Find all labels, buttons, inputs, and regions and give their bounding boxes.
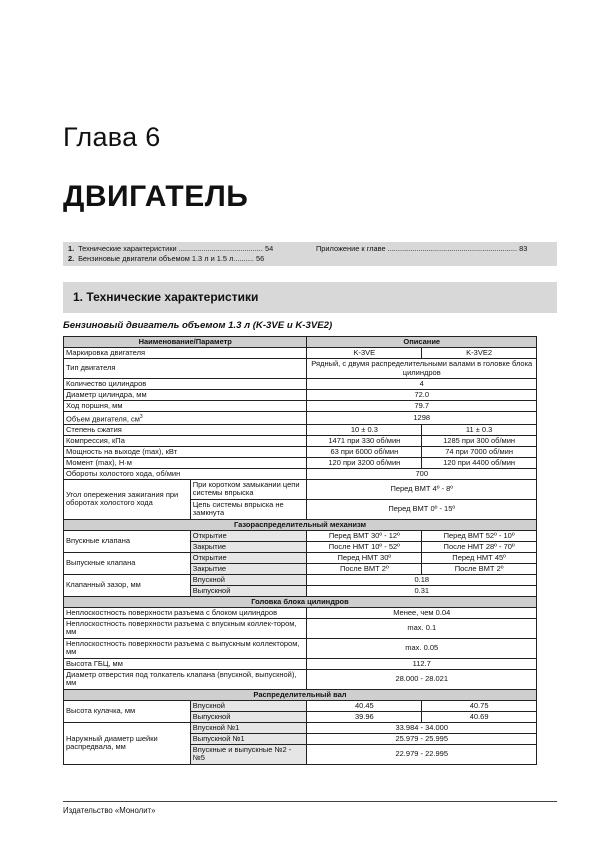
sub-label: При коротком замыкании цепи системы впрыска	[190, 479, 307, 499]
toc-left-column	[68, 244, 273, 263]
row-label: Компрессия, кПа	[64, 435, 307, 446]
subsection-title: Газораспределительный механизм	[64, 519, 537, 530]
cell-value: 0.18	[307, 574, 537, 585]
row-label: Неплоскостность поверхности разъема с выпускным коллектором, мм	[64, 638, 307, 658]
cell-value: 33.984 - 34.000	[307, 722, 537, 733]
table-row	[64, 390, 537, 401]
table-row	[64, 552, 537, 563]
sub-label: Впускной	[190, 700, 307, 711]
cell-value: 40.69	[422, 711, 537, 722]
table-row	[64, 435, 537, 446]
cell-value: После НМТ 10º - 52º	[307, 541, 422, 552]
toc-item[interactable]	[68, 254, 273, 264]
table-row	[64, 607, 537, 618]
toc-item-number: 1.	[68, 244, 75, 253]
cell-value: 39.96	[307, 711, 422, 722]
sub-label: Закрытие	[190, 563, 307, 574]
table-row	[64, 700, 537, 711]
cell-value: 11 ± 0.3	[422, 424, 537, 435]
sub-label: Выпускной №1	[190, 733, 307, 744]
row-label: Наружный диаметр шейки распредвала, мм	[64, 722, 191, 764]
table-row	[64, 638, 537, 658]
sub-label: Закрытие	[190, 541, 307, 552]
table-row	[64, 457, 537, 468]
cell-value: 25.979 - 25.995	[307, 733, 537, 744]
table-row	[64, 379, 537, 390]
table-row	[64, 530, 537, 541]
cell-value: 22.979 - 22.995	[307, 744, 537, 764]
cell-value: max. 0.05	[307, 638, 537, 658]
table-row	[64, 618, 537, 638]
table-row	[64, 359, 537, 379]
sub-label: Открытие	[190, 530, 307, 541]
toc-item[interactable]	[316, 244, 527, 254]
row-label	[64, 412, 307, 425]
row-label: Впускные клапана	[64, 530, 191, 552]
cell-value: 1298	[307, 412, 537, 425]
sub-label: Цепь системы впрыска не замкнута	[190, 499, 307, 519]
cell-value: 63 при 6000 об/мин	[307, 446, 422, 457]
cell-value: 79.7	[307, 401, 537, 412]
toc-item-text: Приложение к главе ...............................................................	[316, 244, 518, 253]
cell-value: K-3VE	[307, 348, 422, 359]
footer-publisher: Издательство «Монолит»	[63, 806, 156, 815]
cell-value: После НМТ 28º - 70º	[422, 541, 537, 552]
cell-value: 700	[307, 468, 537, 479]
cell-value: 40.45	[307, 700, 422, 711]
cell-value: 112.7	[307, 658, 537, 669]
table-row	[64, 424, 537, 435]
section-heading	[63, 282, 557, 313]
cell-value: 1285 при 300 об/мин	[422, 435, 537, 446]
cell-value: После ВМТ 2º	[422, 563, 537, 574]
cell-value: 72.0	[307, 390, 537, 401]
header-desc: Описание	[307, 337, 537, 348]
cell-value: После ВМТ 2º	[307, 563, 422, 574]
table-row	[64, 468, 537, 479]
section-title: 1. Технические характеристики	[73, 290, 259, 304]
cell-value: 120 при 3200 об/мин	[307, 457, 422, 468]
subsection-row	[64, 596, 537, 607]
row-label-text: Объем двигателя, см	[66, 414, 140, 423]
row-label: Обороты холостого хода, об/мин	[64, 468, 307, 479]
cell-value: Перед ВМТ 0º - 15º	[307, 499, 537, 519]
sub-label: Впускной	[190, 574, 307, 585]
toc-item-page: 54	[264, 244, 274, 253]
row-label: Неплоскостность поверхности разъема с блоком цилиндров	[64, 607, 307, 618]
cell-value: Перед ВМТ 4º - 8º	[307, 479, 537, 499]
table-row	[64, 658, 537, 669]
cell-value: Перед ВМТ 52º - 10º	[422, 530, 537, 541]
row-label: Степень сжатия	[64, 424, 307, 435]
sub-label: Открытие	[190, 552, 307, 563]
row-label: Угол опережения зажигания при оборотах холостого хода	[64, 479, 191, 519]
row-label: Количество цилиндров	[64, 379, 307, 390]
row-label: Высота кулачка, мм	[64, 700, 191, 722]
table-row	[64, 479, 537, 499]
cell-value: 40.75	[422, 700, 537, 711]
spec-table	[63, 336, 537, 765]
toc-item-page: 83	[519, 244, 528, 253]
footer-divider	[63, 801, 557, 802]
table-row	[64, 348, 537, 359]
row-label: Диаметр цилиндра, мм	[64, 390, 307, 401]
table-row	[64, 446, 537, 457]
sub-label: Впускные и выпускные №2 - №5	[190, 744, 307, 764]
cell-value: 10 ± 0.3	[307, 424, 422, 435]
toc-item-page: 56	[256, 253, 265, 263]
toc-right-column	[316, 244, 527, 254]
row-label: Ход поршня, мм	[64, 401, 307, 412]
toc-item-text: Бензиновые двигатели объемом 1.3 л и 1.5 л..........	[78, 253, 254, 263]
subsection-title: Распределительный вал	[64, 689, 537, 700]
cell-value: 74 при 7000 об/мин	[422, 446, 537, 457]
sub-label: Выпускной	[190, 711, 307, 722]
cell-value: 120 при 4400 об/мин	[422, 457, 537, 468]
row-label: Выпускные клапана	[64, 552, 191, 574]
row-label: Клапанный зазор, мм	[64, 574, 191, 596]
row-label: Диаметр отверстия под толкатель клапана (впускной, выпускной), мм	[64, 669, 307, 689]
row-label: Высота ГБЦ, мм	[64, 658, 307, 669]
table-row	[64, 669, 537, 689]
toc-item-text: Технические характеристики .........................................	[78, 244, 263, 253]
cell-value: 1471 при 330 об/мин	[307, 435, 422, 446]
table-of-contents	[63, 242, 557, 266]
chapter-title: ДВИГАТЕЛЬ	[63, 180, 249, 213]
sub-label: Выпускной	[190, 585, 307, 596]
header-param: Наименование/Параметр	[64, 337, 307, 348]
row-label: Неплоскостность поверхности разъема с впускным коллек-тором, мм	[64, 618, 307, 638]
cell-value: max. 0.1	[307, 618, 537, 638]
table-row	[64, 722, 537, 733]
cell-value: Перед НМТ 45º	[422, 552, 537, 563]
toc-item-number: 2.	[68, 253, 75, 263]
cell-value: Рядный, с двумя распределительными валами в головке блока цилиндров	[307, 359, 537, 379]
toc-item[interactable]	[68, 244, 273, 254]
cell-value: Перед НМТ 30º	[307, 552, 422, 563]
table-row	[64, 574, 537, 585]
row-label: Тип двигателя	[64, 359, 307, 379]
cell-value: Менее, чем 0.04	[307, 607, 537, 618]
cell-value: K-3VE2	[422, 348, 537, 359]
table-caption: Бензиновый двигатель объемом 1.3 л (K-3VE и K-3VE2)	[63, 320, 333, 331]
table-row	[64, 401, 537, 412]
cell-value: 4	[307, 379, 537, 390]
subsection-row	[64, 689, 537, 700]
row-label: Момент (max), Н·м	[64, 457, 307, 468]
table-row	[64, 412, 537, 425]
subsection-title: Головка блока цилиндров	[64, 596, 537, 607]
row-label: Маркировка двигателя	[64, 348, 307, 359]
chapter-number: Глава 6	[63, 122, 161, 152]
cell-value: 28.000 - 28.021	[307, 669, 537, 689]
superscript: 3	[139, 413, 143, 420]
sub-label: Впускной №1	[190, 722, 307, 733]
cell-value: 0.31	[307, 585, 537, 596]
cell-value: Перед ВМТ 30º - 12º	[307, 530, 422, 541]
row-label: Мощность на выходе (max), кВт	[64, 446, 307, 457]
subsection-row	[64, 519, 537, 530]
